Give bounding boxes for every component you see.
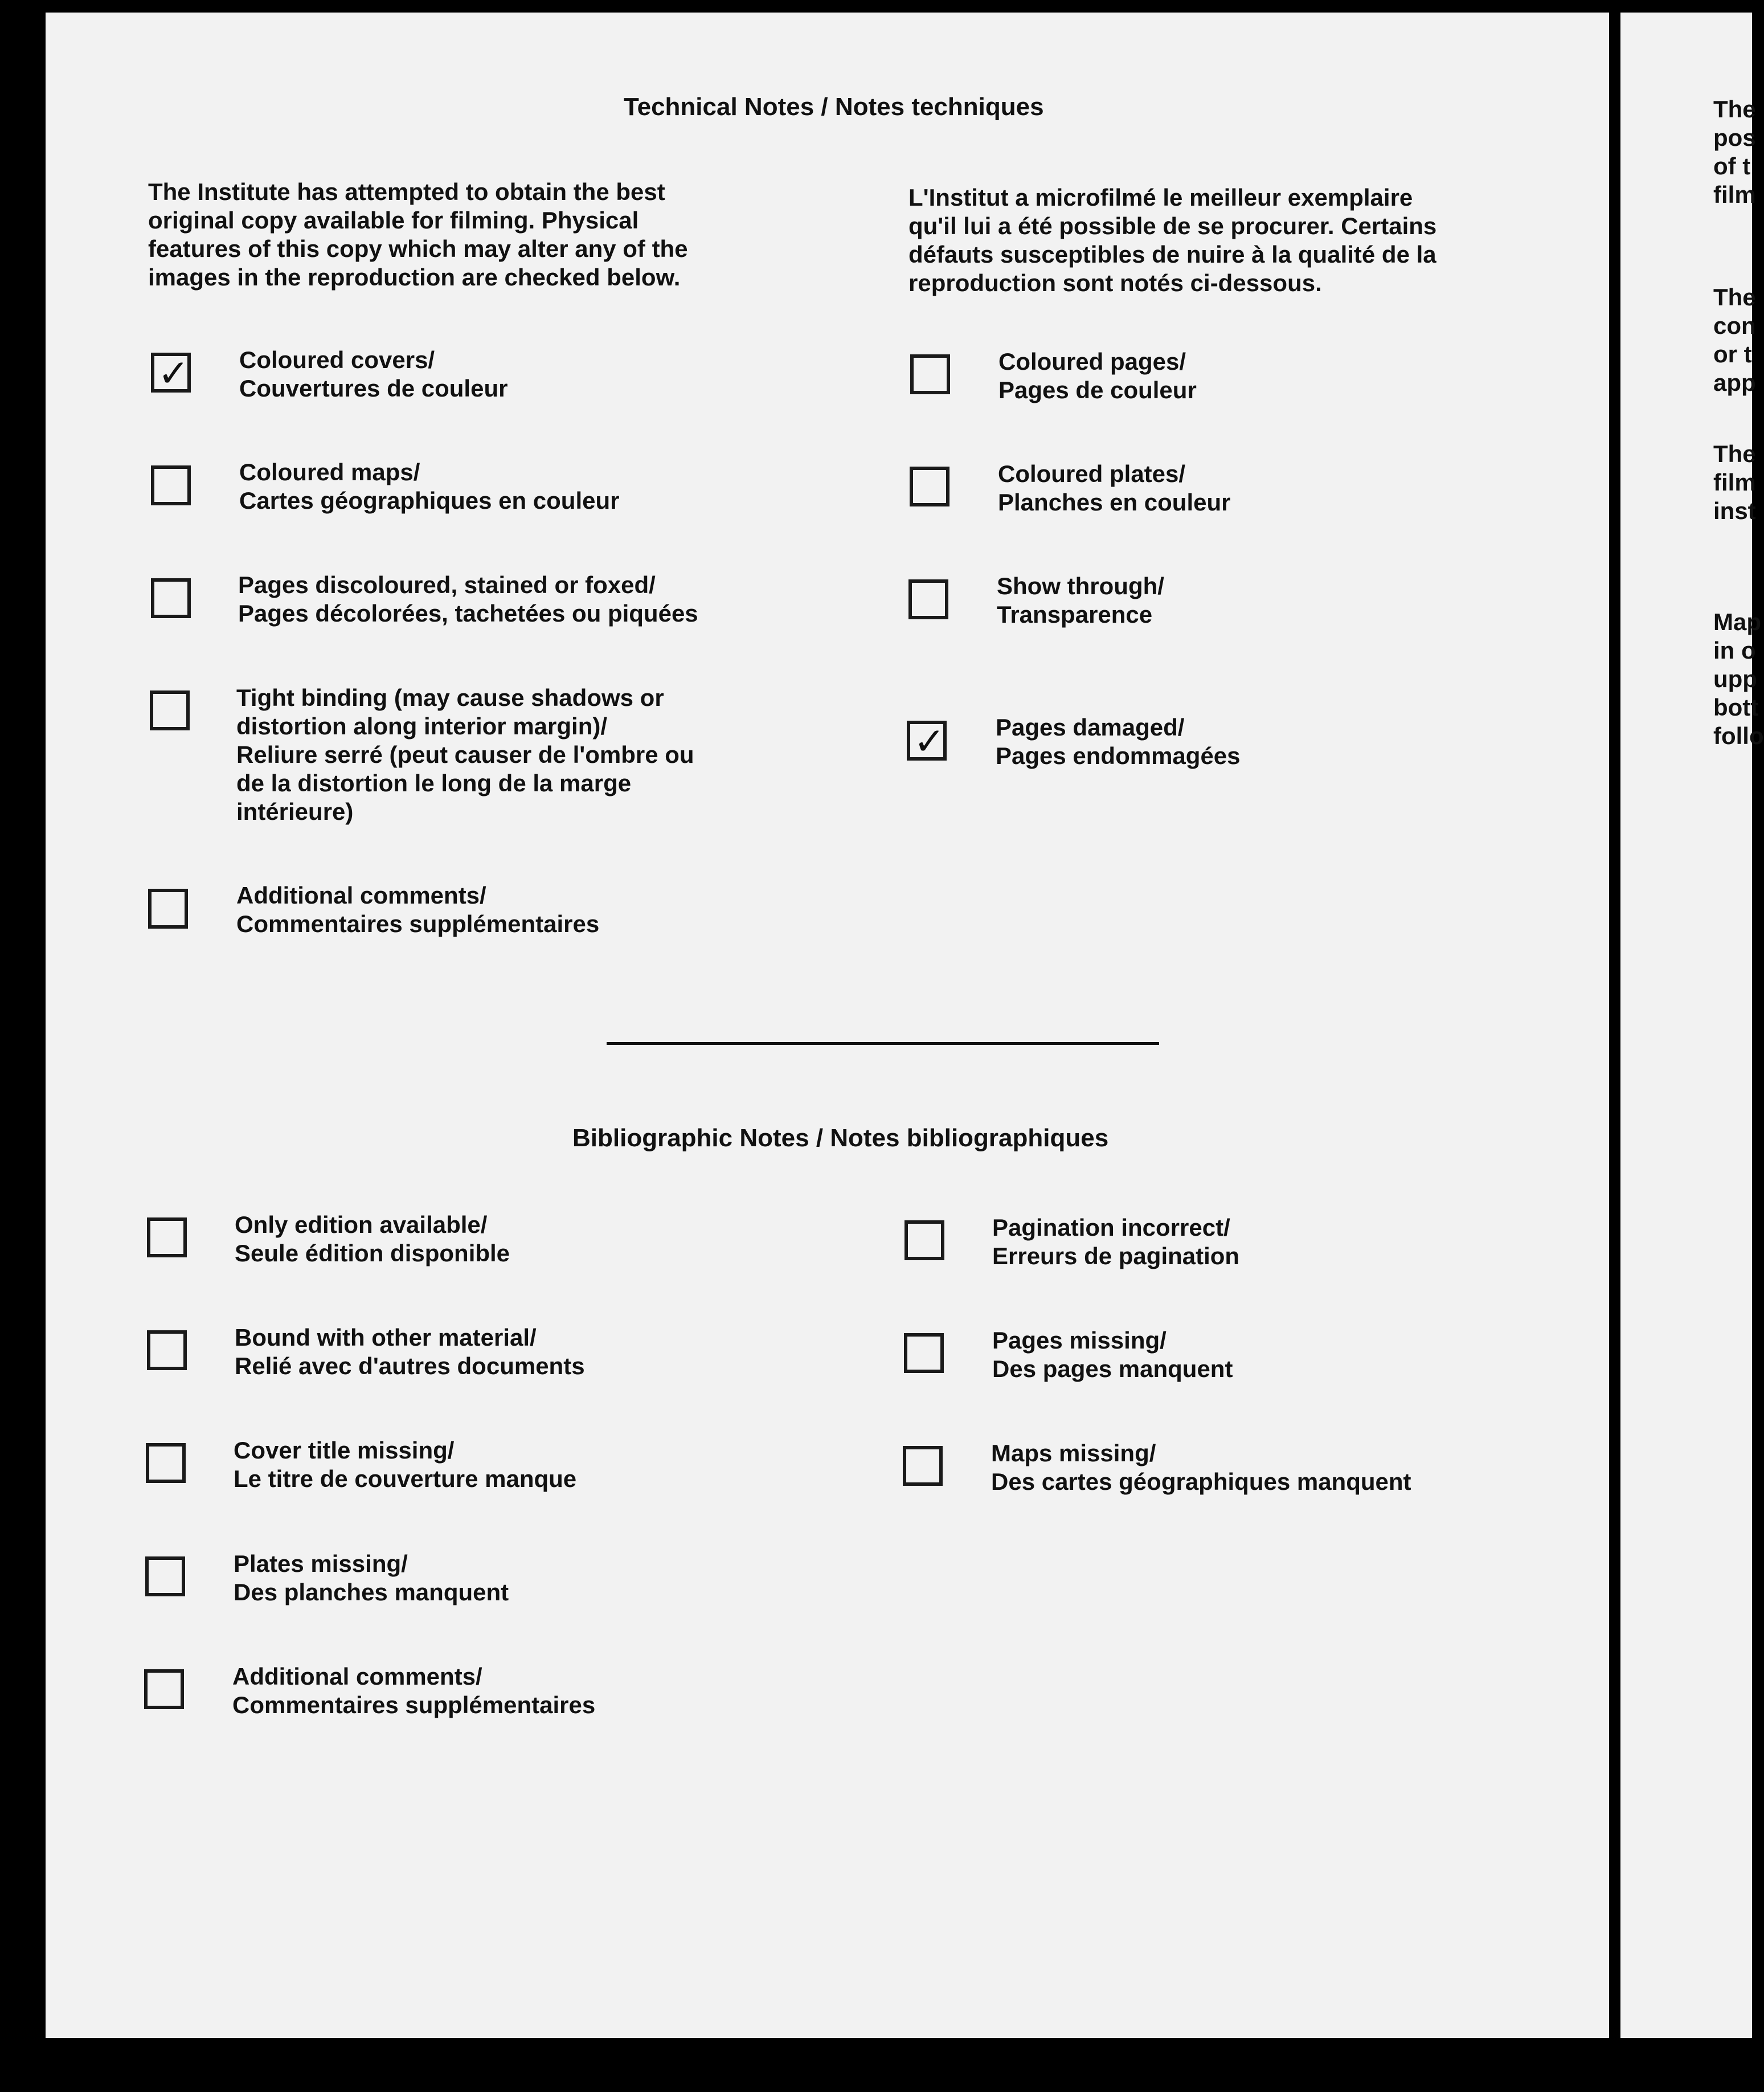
intro-line: reproduction sont notés ci-dessous. [908, 269, 1322, 296]
intro-line: The Institute has attempted to obtain the best [148, 178, 665, 205]
checkbox-bound-with[interactable] [147, 1330, 187, 1370]
check-mark-icon: ✓ [914, 720, 946, 763]
item-label-fr: Pages de couleur [998, 377, 1197, 403]
item-label-fr: Planches en couleur [998, 489, 1231, 516]
item-label-line: Reliure serré (peut causer de l'ombre ou [236, 741, 694, 768]
item-label-en: Additional comments/ [236, 882, 486, 909]
item-label-en: Maps missing/ [991, 1440, 1156, 1466]
intro-line: défauts susceptibles de nuire à la qualité de la [908, 241, 1436, 268]
edge-text-group [1713, 95, 1756, 209]
adjacent-page-edge [1620, 13, 1764, 2038]
item-label-fr: Relié avec d'autres documents [235, 1353, 585, 1379]
check-mark-icon: ✓ [158, 352, 190, 395]
edge-fragment: of t [1713, 153, 1751, 179]
edge-fragment: con [1713, 312, 1756, 339]
item-label-en: Show through/ [997, 573, 1164, 599]
edge-fragment: follo [1713, 722, 1764, 749]
item-label-fr: Commentaires supplémentaires [236, 910, 600, 937]
edge-fragment: The [1713, 440, 1756, 467]
item-label-fr: Erreurs de pagination [992, 1243, 1240, 1269]
item-label-fr: Des cartes géographiques manquent [991, 1468, 1411, 1495]
checkbox-cover-title-missing[interactable] [146, 1443, 186, 1483]
checkbox-show-through[interactable] [908, 579, 948, 619]
checkbox-pagination-incorrect[interactable] [904, 1220, 944, 1260]
section-divider [607, 1042, 1159, 1045]
edge-fragment: inst [1713, 497, 1756, 524]
item-label-line: distortion along interior margin)/ [236, 713, 607, 739]
checkbox-coloured-plates[interactable] [910, 467, 949, 506]
edge-fragment: in o [1713, 637, 1756, 664]
checkbox-pages-damaged[interactable] [907, 721, 947, 761]
item-label-fr: Pages décolorées, tachetées ou piquées [238, 600, 698, 627]
item-label-fr: Le titre de couverture manque [234, 1465, 577, 1492]
item-label-fr: Couvertures de couleur [239, 375, 508, 402]
item-label-fr: Commentaires supplémentaires [232, 1691, 596, 1718]
item-label-en: Coloured maps/ [239, 459, 420, 485]
bibliographic-notes-heading: Bibliographic Notes / Notes bibliographiques [572, 1124, 1109, 1152]
checkbox-pages-missing[interactable] [904, 1333, 944, 1373]
item-label-en: Additional comments/ [232, 1663, 482, 1690]
checkbox-plates-missing[interactable] [145, 1556, 185, 1596]
item-label-fr: Cartes géographiques en couleur [239, 487, 620, 514]
intro-line: original copy available for filming. Physical [148, 207, 639, 234]
item-label-en: Pages missing/ [992, 1327, 1167, 1354]
edge-fragment: app [1713, 369, 1756, 396]
item-label-fr: Des planches manquent [234, 1579, 509, 1605]
intro-line: qu'il lui a été possible de se procurer. Certains [908, 213, 1437, 239]
checkbox-tight-binding[interactable] [150, 690, 190, 730]
intro-line: images in the reproduction are checked below. [148, 264, 681, 291]
item-label-fr: Seule édition disponible [235, 1240, 510, 1266]
intro-line: L'Institut a microfilmé le meilleur exemplaire [908, 184, 1413, 211]
item-label-en: Coloured pages/ [998, 348, 1186, 375]
item-label-en: Plates missing/ [234, 1550, 408, 1577]
notes-page [46, 13, 1609, 2038]
checkbox-maps-missing[interactable] [903, 1446, 943, 1486]
edge-text-group [1713, 608, 1764, 750]
item-label-en: Bound with other material/ [235, 1324, 537, 1351]
item-label-en: Coloured covers/ [239, 346, 435, 373]
edge-fragment: bott [1713, 694, 1759, 721]
item-label-en: Cover title missing/ [234, 1437, 455, 1464]
item-label-line: de la distortion le long de la marge [236, 770, 632, 796]
checkbox-additional-comments-bibliographic[interactable] [144, 1669, 184, 1709]
edge-text-group [1713, 283, 1756, 397]
checkbox-only-edition[interactable] [147, 1217, 187, 1257]
edge-fragment: upp [1713, 665, 1757, 692]
edge-fragment: or t [1713, 341, 1752, 367]
item-label-fr: Des pages manquent [992, 1355, 1233, 1382]
edge-fragment: The [1713, 96, 1756, 122]
checkbox-coloured-covers[interactable] [151, 353, 191, 393]
item-label-en: Only edition available/ [235, 1211, 488, 1238]
item-label-fr: Pages endommagées [996, 742, 1241, 769]
edge-fragment: Map [1713, 608, 1761, 635]
edge-fragment: The [1713, 284, 1756, 310]
item-label-en: Pages damaged/ [996, 714, 1185, 741]
item-label-fr: Transparence [997, 601, 1153, 628]
item-label-line: Tight binding (may cause shadows or [236, 684, 664, 711]
edge-fragment: film [1713, 469, 1756, 496]
edge-text-group [1713, 440, 1756, 525]
edge-fragment: film [1713, 181, 1756, 208]
item-label-en: Coloured plates/ [998, 460, 1186, 487]
edge-fragment: pos [1713, 124, 1756, 151]
checkbox-coloured-pages[interactable] [910, 354, 950, 394]
technical-notes-heading: Technical Notes / Notes techniques [624, 93, 1044, 121]
item-label-en: Pagination incorrect/ [992, 1214, 1230, 1241]
checkbox-pages-discoloured[interactable] [151, 578, 191, 618]
checkbox-coloured-maps[interactable] [151, 465, 191, 505]
checkbox-additional-comments-technical[interactable] [148, 889, 188, 929]
item-label-en: Pages discoloured, stained or foxed/ [238, 571, 656, 598]
item-label-line: intérieure) [236, 798, 354, 825]
intro-line: features of this copy which may alter any of the [148, 235, 688, 262]
